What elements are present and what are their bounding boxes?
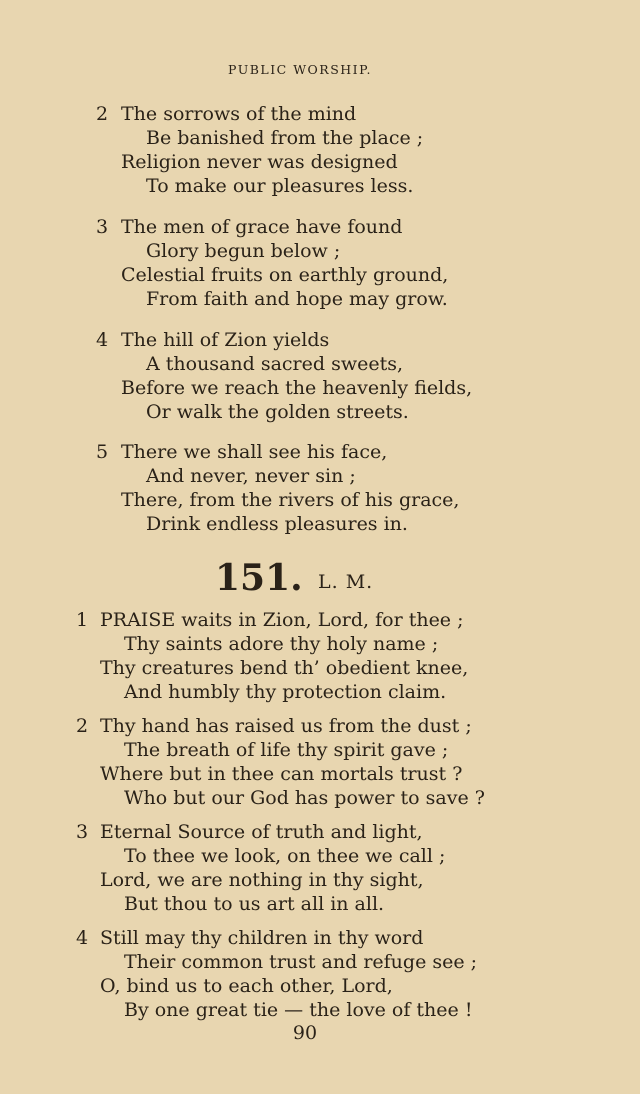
verse-line: By one great tie — the love of thee ! <box>124 999 473 1021</box>
verse-line: Celestial fruits on earthly ground, <box>121 264 449 286</box>
verse-line: Thy hand has raised us from the dust ; <box>100 715 472 737</box>
verse-line: Be banished from the place ; <box>146 127 424 149</box>
verse-line: Drink endless pleasures in. <box>146 513 408 535</box>
verse-line: Before we reach the heavenly fields, <box>121 377 473 399</box>
verse-line: Thy saints adore thy holy name ; <box>124 633 439 655</box>
running-head: PUBLIC WORSHIP. <box>228 62 372 77</box>
verse-number: 4 <box>76 927 89 949</box>
verse-number: 3 <box>96 216 109 238</box>
verse-line: Lord, we are nothing in thy sight, <box>100 869 424 891</box>
verse-line: There, from the rivers of his grace, <box>121 489 460 511</box>
verse-line: The hill of Zion yields <box>121 329 330 351</box>
verse-line: O, bind us to each other, Lord, <box>100 975 393 997</box>
verse-line: The sorrows of the mind <box>121 103 357 125</box>
verse-line: From faith and hope may grow. <box>146 288 448 310</box>
page-number: 90 <box>292 1022 318 1044</box>
verse-line: The men of grace have found <box>121 216 403 238</box>
verse-line: Glory begun below ; <box>146 240 341 262</box>
verse-line: Or walk the golden streets. <box>146 401 409 423</box>
verse-line: Their common trust and refuge see ; <box>124 951 478 973</box>
verse-line: PRAISE waits in Zion, Lord, for thee ; <box>100 609 464 631</box>
verse-number: 2 <box>96 103 109 125</box>
verse-line: Eternal Source of truth and light, <box>100 821 423 843</box>
hymn-meter: L. M. <box>318 571 374 593</box>
verse-number: 3 <box>76 821 89 843</box>
verse-line: Thy creatures bend th’ obedient knee, <box>100 657 469 679</box>
verse-line: Where but in thee can mortals trust ? <box>100 763 463 785</box>
verse-line: To thee we look, on thee we call ; <box>124 845 446 867</box>
verse-number: 4 <box>96 329 109 351</box>
verse-number: 5 <box>96 441 109 463</box>
hymn-number: 151. <box>215 557 303 599</box>
verse-line: To make our pleasures less. <box>146 175 414 197</box>
verse-number: 2 <box>76 715 89 737</box>
verse-line: The breath of life thy spirit gave ; <box>124 739 449 761</box>
verse-line: There we shall see his face, <box>121 441 388 463</box>
verse-line: And humbly thy protection claim. <box>124 681 447 703</box>
verse-line: Still may thy children in thy word <box>100 927 424 949</box>
verse-line: Who but our God has power to save ? <box>124 787 485 809</box>
verse-line: A thousand sacred sweets, <box>146 353 404 375</box>
verse-line: And never, never sin ; <box>146 465 356 487</box>
verse-line: Religion never was designed <box>121 151 398 173</box>
verse-line: But thou to us art all in all. <box>124 893 385 915</box>
verse-number: 1 <box>76 609 89 631</box>
